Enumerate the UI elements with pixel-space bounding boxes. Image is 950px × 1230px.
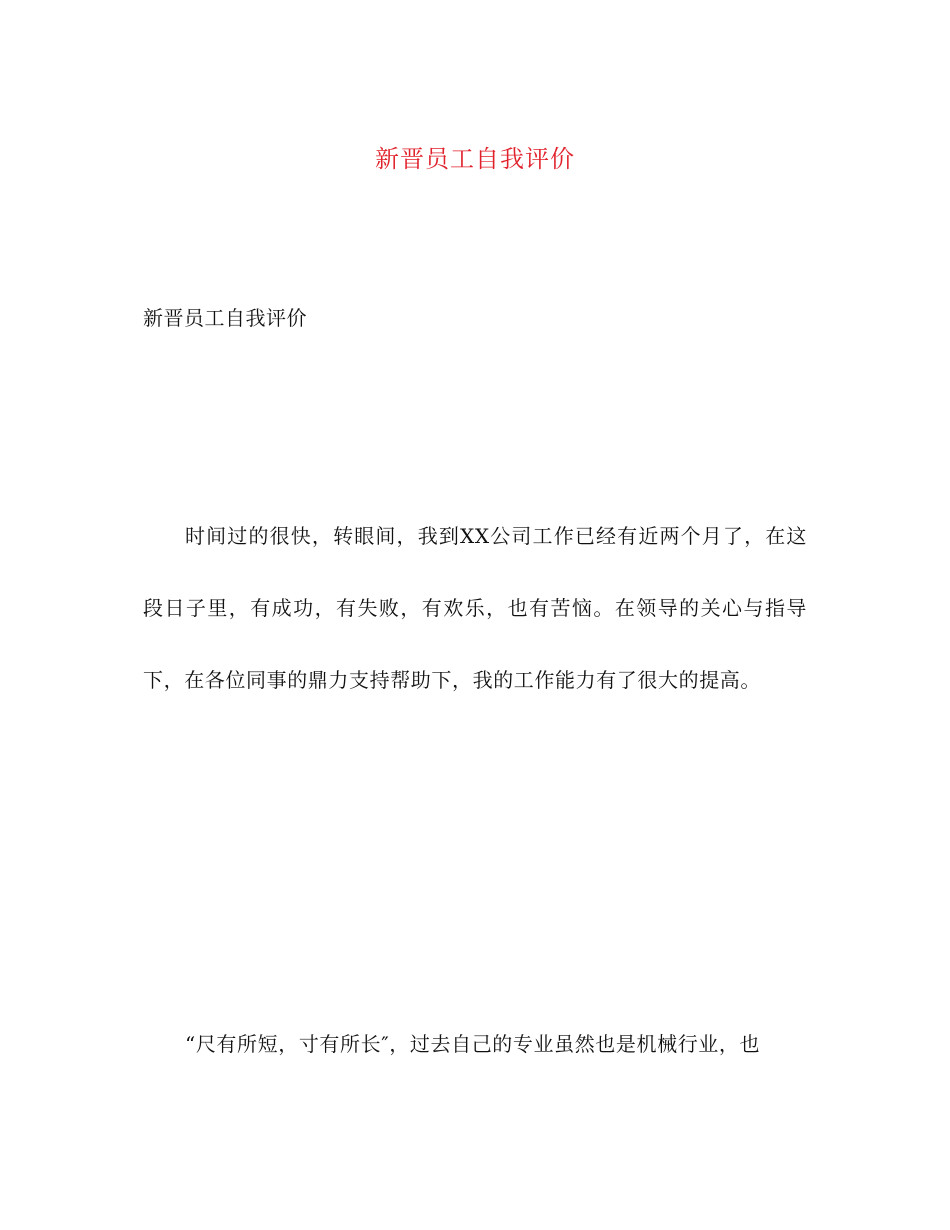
body-paragraph-2: “尺有所短，寸有所长″，过去自己的专业虽然也是机械行业，也 (185, 1032, 761, 1056)
document-subtitle: 新晋员工自我评价 (143, 306, 307, 330)
body-paragraph-1: 时间过的很快，转眼间，我到XX公司工作已经有近两个月了，在这段日子里，有成功，有失败，有欢乐，也有苦恼。在领导的关心与指导下，在各位同事的鼎力支持帮助下，我的工作能力有了很大的提高。 (143, 524, 807, 692)
document-title: 新晋员工自我评价 (375, 145, 575, 173)
